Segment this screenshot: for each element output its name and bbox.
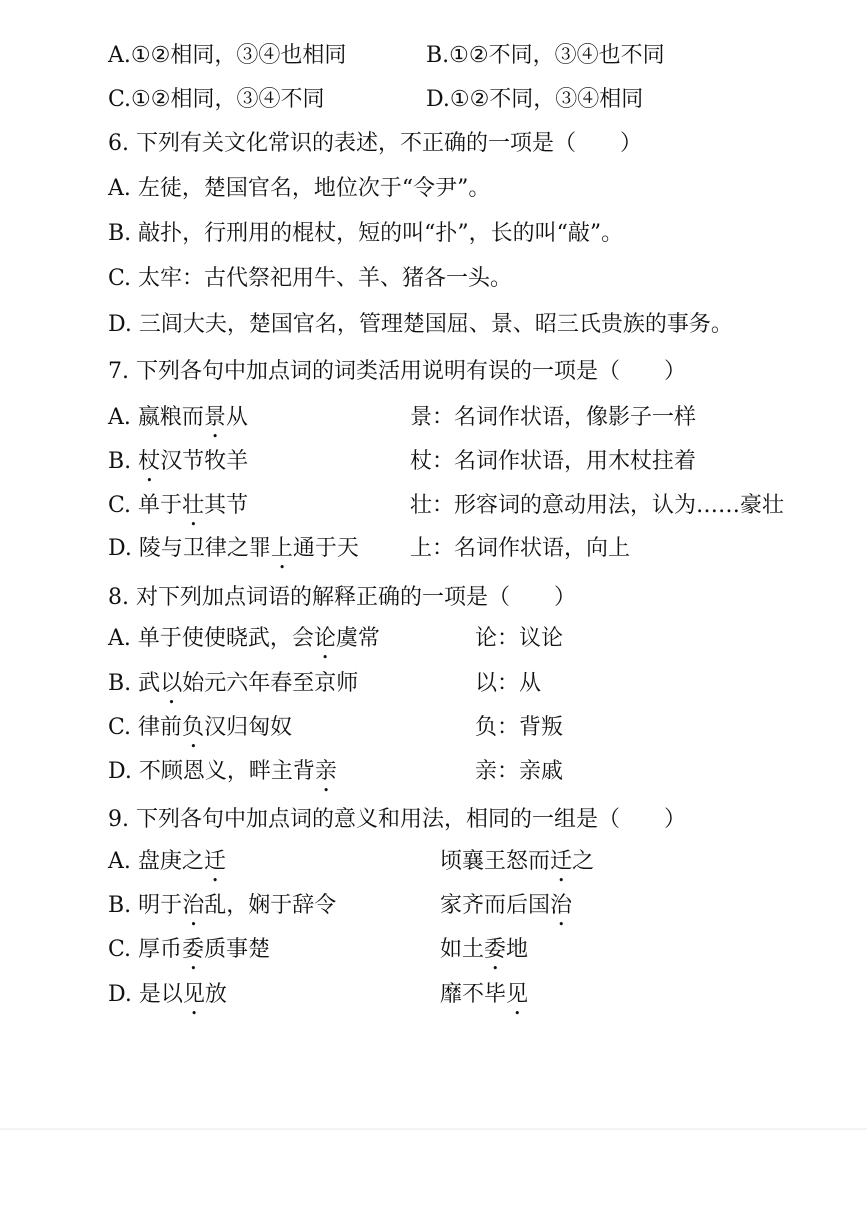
q9-a-right <box>440 848 594 887</box>
q7-a-dotted-word: 景 <box>203 405 226 430</box>
q8-a-post: 虞常 <box>335 626 380 651</box>
q9-d-left-post: 放 <box>204 982 227 1007</box>
q5-option-c-text: ①②相同，③④不同 <box>131 87 325 112</box>
q8-option-b[interactable] <box>108 670 358 709</box>
q9-a-right-post: 之 <box>572 849 595 874</box>
q5-option-d[interactable] <box>426 86 643 114</box>
q5-option-a-label: A. <box>108 43 131 68</box>
q9-d-left-pre: 是以 <box>138 982 183 1007</box>
q9-b-left-pre: 明于 <box>138 893 183 918</box>
q7-c-note: 壮：形容词的意动用法，认为……豪壮 <box>410 493 785 518</box>
q8-c-pre: 律前 <box>138 715 183 740</box>
q9-d-right-dotted-word: 见 <box>506 982 529 1007</box>
q7-d-dotted-word: 上 <box>270 536 293 561</box>
q8-option-d[interactable] <box>108 758 337 797</box>
q5-option-b[interactable] <box>426 42 665 70</box>
q8-option-a[interactable] <box>108 625 380 664</box>
q9-b-left-dotted-word: 治 <box>182 893 205 918</box>
q8-stem: 8. 对下列加点词语的解释正确的一项是（ ） <box>108 585 576 610</box>
q8-b-post: 始元六年春至京师 <box>182 671 359 696</box>
q7-d-label: D. <box>108 536 132 561</box>
q5-option-c-label: C. <box>108 87 132 112</box>
q9-option-b[interactable] <box>108 892 336 931</box>
q8-c-dotted-word: 负 <box>182 715 205 740</box>
q9-d-right-pre: 靡不毕 <box>440 982 507 1007</box>
q9-b-right <box>440 892 572 931</box>
q7-d-note: 上：名词作状语，向上 <box>410 536 631 561</box>
q7-d-post: 通于天 <box>292 536 359 561</box>
q8-d-pre: 不顾恩义，畔主背 <box>138 759 315 784</box>
q7-a-note: 景：名词作状语，像影子一样 <box>410 405 697 430</box>
q8-c-note: 负：背叛 <box>475 715 564 740</box>
q8-d-dotted-word: 亲 <box>314 759 337 784</box>
q7-a-label: A. <box>108 405 131 430</box>
q7-b-label: B. <box>108 449 132 474</box>
q9-b-right-dotted-word: 治 <box>550 893 573 918</box>
q9-b-right-pre: 家齐而后国 <box>440 893 551 918</box>
q7-stem: 7. 下列各句中加点词的词类活用说明有误的一项是（ ） <box>108 359 686 384</box>
q9-option-a[interactable] <box>108 848 226 887</box>
q9-d-right <box>440 981 528 1020</box>
q9-c-right-dotted-word: 委 <box>484 937 507 962</box>
q5-option-d-label: D. <box>426 87 450 112</box>
q9-c-right-pre: 如土 <box>440 937 485 962</box>
q9-a-left-pre: 盘庚之 <box>137 849 204 874</box>
q8-d-label: D. <box>108 759 132 784</box>
q5-option-c[interactable] <box>108 86 325 114</box>
q8-b-note: 以：从 <box>475 671 542 696</box>
page-scan-edge <box>0 1128 867 1130</box>
q5-option-b-text: ①②不同，③④也不同 <box>449 43 665 68</box>
q5-option-d-text: ①②不同，③④相同 <box>449 87 644 112</box>
q9-b-left-post: 乱，娴于辞令 <box>204 893 337 918</box>
q9-c-left-dotted-word: 委 <box>182 937 205 962</box>
q8-a-note: 论：议论 <box>475 626 564 651</box>
q9-a-left-dotted-word: 迁 <box>203 849 226 874</box>
q7-a-pre: 嬴粮而 <box>137 405 204 430</box>
q7-a-post: 从 <box>225 405 248 430</box>
q9-c-left-pre: 厚币 <box>138 937 183 962</box>
q9-option-d[interactable] <box>108 981 227 1020</box>
q8-d-note: 亲：亲戚 <box>475 759 564 784</box>
q6-option-a[interactable]: A. 左徒，楚国官名，地位次于“令尹”。 <box>108 176 491 201</box>
q9-c-right <box>440 936 528 975</box>
q7-option-b[interactable] <box>108 448 248 487</box>
q8-a-dotted-word: 论 <box>313 626 336 651</box>
q8-a-label: A. <box>108 626 131 651</box>
q5-option-a[interactable] <box>108 42 346 70</box>
q7-c-post: 其节 <box>204 493 249 518</box>
q9-option-c[interactable] <box>108 936 270 975</box>
q6-option-b[interactable]: B. 敲扑，行刑用的棍杖，短的叫“扑”，长的叫“敲”。 <box>108 221 624 246</box>
q9-b-label: B. <box>108 893 132 918</box>
q7-c-dotted-word: 壮 <box>182 493 205 518</box>
q9-d-label: D. <box>108 982 132 1007</box>
q5-option-b-label: B. <box>426 43 450 68</box>
q7-option-a[interactable] <box>108 404 248 443</box>
q9-a-label: A. <box>108 849 131 874</box>
q7-b-post: 汉节牧羊 <box>160 449 249 474</box>
q8-b-label: B. <box>108 671 132 696</box>
q7-d-pre: 陵与卫律之罪 <box>138 536 271 561</box>
q8-b-dotted-word: 以 <box>160 671 183 696</box>
q7-option-c[interactable] <box>108 492 248 531</box>
q7-b-note: 杖：名词作状语，用木杖拄着 <box>410 449 697 474</box>
q9-c-label: C. <box>108 937 132 962</box>
q9-c-left-post: 质事楚 <box>204 937 271 962</box>
q7-b-dotted-word: 杖 <box>138 449 161 474</box>
q8-c-label: C. <box>108 715 132 740</box>
q6-stem: 6. 下列有关文化常识的表述，不正确的一项是（ ） <box>108 131 642 156</box>
q8-a-pre: 单于使使晓武，会 <box>137 626 314 651</box>
q8-c-post: 汉归匈奴 <box>204 715 293 740</box>
q9-d-left-dotted-word: 见 <box>182 982 205 1007</box>
q6-option-c[interactable]: C. 太牢：古代祭祀用牛、羊、猪各一头。 <box>108 266 513 291</box>
q7-c-label: C. <box>108 493 132 518</box>
q6-option-d[interactable]: D. 三闾大夫，楚国官名，管理楚国屈、景、昭三氏贵族的事务。 <box>108 312 733 337</box>
q8-option-c[interactable] <box>108 714 292 753</box>
q9-a-right-pre: 顷襄王怒而 <box>440 849 551 874</box>
q8-b-pre: 武 <box>138 671 161 696</box>
q7-c-pre: 单于 <box>138 493 183 518</box>
q9-a-right-dotted-word: 迁 <box>550 849 573 874</box>
q9-c-right-post: 地 <box>506 937 529 962</box>
q9-stem: 9. 下列各句中加点词的意义和用法，相同的一组是（ ） <box>108 807 686 832</box>
q5-option-a-text: ①②相同，③④也相同 <box>130 43 347 68</box>
q7-option-d[interactable] <box>108 535 359 574</box>
